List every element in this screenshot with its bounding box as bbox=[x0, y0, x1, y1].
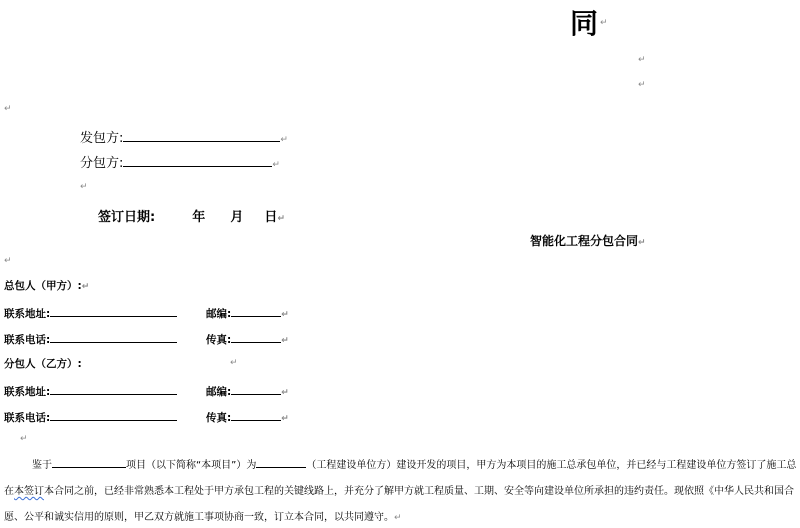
body-text: 项目（以下简称“本项目”）为 bbox=[126, 460, 257, 471]
body-text: （工程建设单位方）建设开发的项目，甲方为本项目的施工总承包单位，并已经与工程建设单位方签订了施工总 bbox=[306, 460, 797, 471]
address-label: 联系地址: bbox=[4, 308, 51, 320]
phone-label: 联系电话: bbox=[4, 412, 51, 424]
body-text: 在 bbox=[4, 486, 14, 497]
day-label: 日 bbox=[264, 210, 278, 225]
contractor-label: 发包方: bbox=[80, 131, 124, 146]
project-name-blank[interactable] bbox=[52, 455, 126, 468]
paragraph-mark: ↵ bbox=[4, 256, 12, 266]
body-line-3 bbox=[4, 508, 402, 523]
party-b-fax-row bbox=[206, 408, 289, 425]
paragraph-mark: ↵ bbox=[230, 358, 238, 368]
paragraph-mark: ↵ bbox=[280, 135, 288, 145]
month-label: 月 bbox=[230, 210, 244, 225]
paragraph-mark: ↵ bbox=[638, 238, 646, 248]
paragraph-mark: ↵ bbox=[394, 513, 402, 523]
subcontractor-field bbox=[80, 152, 280, 171]
address-blank[interactable] bbox=[50, 304, 177, 317]
paragraph-mark: ↵ bbox=[281, 388, 289, 398]
paragraph-mark: ↵ bbox=[277, 214, 285, 224]
party-b-heading-text: 分包人（乙方）: bbox=[4, 358, 82, 370]
paragraph-mark: ↵ bbox=[638, 55, 646, 65]
year-label: 年 bbox=[192, 210, 206, 225]
phone-blank[interactable] bbox=[50, 330, 177, 343]
subcontractor-blank[interactable] bbox=[123, 154, 272, 167]
contractor-field bbox=[80, 127, 288, 146]
fax-label: 传真: bbox=[206, 412, 232, 424]
party-a-heading-text: 总包人（甲方）: bbox=[4, 280, 82, 292]
phone-label: 联系电话: bbox=[4, 334, 51, 346]
paragraph-mark: ↵ bbox=[80, 182, 88, 192]
body-text: 愿、公平和诚实信用的原则，甲乙双方就施工事项协商一致，订立本合同，以共同遵守。 bbox=[4, 512, 394, 523]
postcode-label: 邮编: bbox=[206, 386, 232, 398]
postcode-label: 邮编: bbox=[206, 308, 232, 320]
paragraph-mark: ↵ bbox=[272, 160, 280, 170]
paragraph-mark: ↵ bbox=[638, 80, 646, 90]
paragraph-mark: ↵ bbox=[20, 434, 28, 444]
party-a-heading bbox=[4, 278, 89, 293]
phone-blank[interactable] bbox=[50, 408, 177, 421]
body-line-2 bbox=[4, 482, 794, 497]
owner-blank[interactable] bbox=[256, 455, 306, 468]
spellcheck-flagged-text[interactable]: 本签订 bbox=[14, 486, 44, 497]
contract-heading-char: 同 bbox=[570, 7, 599, 40]
party-a-postcode-row bbox=[206, 304, 289, 321]
contract-title-text: 智能化工程分包合同 bbox=[530, 234, 639, 248]
body-text: 本合同之前，已经非常熟悉本工程处于甲方承包工程的关键线路上，并充分了解甲方就工程质量、工期、安全等向建设单位所承担的违约责任。现依照《中华人民共和国合 bbox=[44, 486, 794, 497]
party-b-address-row bbox=[4, 382, 177, 399]
party-a-address-row bbox=[4, 304, 177, 321]
paragraph-mark: ↵ bbox=[600, 18, 608, 28]
party-a-fax-row bbox=[206, 330, 289, 347]
party-a-phone-row bbox=[4, 330, 177, 347]
paragraph-mark: ↵ bbox=[81, 282, 90, 292]
paragraph-mark: ↵ bbox=[4, 104, 12, 114]
paragraph-mark: ↵ bbox=[281, 310, 289, 320]
contractor-blank[interactable] bbox=[123, 129, 280, 142]
body-line-1 bbox=[32, 455, 796, 471]
paragraph-mark: ↵ bbox=[281, 414, 289, 424]
address-label: 联系地址: bbox=[4, 386, 51, 398]
address-blank[interactable] bbox=[50, 382, 177, 395]
party-b-heading bbox=[4, 356, 82, 371]
subcontractor-label: 分包方: bbox=[80, 156, 124, 171]
party-b-postcode-row bbox=[206, 382, 289, 399]
sign-date-label: 签订日期: bbox=[98, 210, 156, 225]
fax-blank[interactable] bbox=[231, 330, 281, 343]
fax-label: 传真: bbox=[206, 334, 232, 346]
sign-date-row bbox=[98, 206, 285, 225]
paragraph-mark: ↵ bbox=[281, 336, 289, 346]
body-text: 鉴于 bbox=[32, 460, 52, 471]
fax-blank[interactable] bbox=[231, 408, 281, 421]
postcode-blank[interactable] bbox=[231, 304, 281, 317]
contract-title bbox=[530, 232, 646, 249]
party-b-phone-row bbox=[4, 408, 177, 425]
postcode-blank[interactable] bbox=[231, 382, 281, 395]
